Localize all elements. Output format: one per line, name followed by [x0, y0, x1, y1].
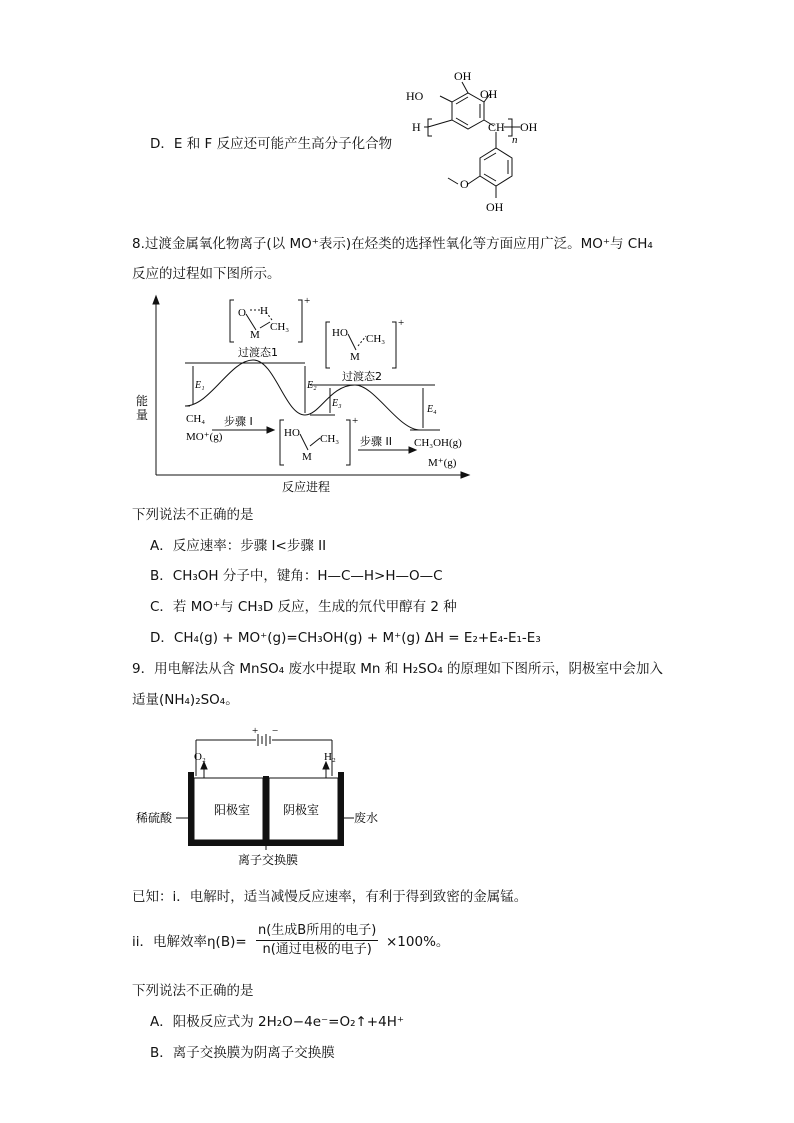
ts1-o: O [238, 307, 246, 319]
fraction-denominator: n(通过电极的电子) [262, 942, 372, 957]
q9-option-a: A．阳极反应式为 2H₂O−4e⁻=O₂↑+4H⁺ [150, 1014, 404, 1030]
q8-option-a: A．反应速率：步骤 I<步骤 II [150, 538, 327, 554]
polymer-ch: CH [488, 120, 505, 134]
cathode-room-label: 阴极室 [283, 803, 320, 817]
electrolysis-diagram [132, 722, 392, 870]
inter-m: M [302, 451, 312, 463]
e3-label: E₃ [332, 398, 342, 409]
energy-diagram [130, 290, 475, 495]
reactant-ch4: CH₄ [186, 413, 206, 425]
ts2-ch3: CH₃ [366, 333, 386, 345]
q9-fraction-suffix: ×100%。 [386, 934, 450, 950]
reactant-mo: MO⁺(g) [186, 431, 223, 443]
ts1-m: M [250, 329, 260, 341]
q9-known-2-prefix: ii．电解效率η(B)= [132, 934, 247, 950]
wastewater-label: 废水 [354, 811, 379, 825]
q8-option-c: C．若 MO⁺与 CH₃D 反应，生成的氘代甲醇有 2 种 [150, 599, 457, 615]
q8-option-b: B．CH₃OH 分子中，键角：H—C—H>H—O—C [150, 568, 443, 584]
x-axis-label: 反应进程 [282, 480, 331, 494]
y-axis-label: 能量 [136, 394, 149, 422]
polymer-h-end: H [412, 120, 421, 134]
fraction-numerator: n(生成B所用的电子) [258, 923, 377, 938]
product-ch3oh: CH₃OH(g) [414, 437, 462, 449]
e1-label: E₁ [195, 380, 205, 391]
ts1-h: H [260, 305, 268, 317]
step2-label: 步骤 II [360, 435, 392, 448]
ts2-ho: HO [332, 327, 348, 339]
minus-terminal: − [272, 725, 279, 737]
q8-stem-line2: 反应的过程如下图所示。 [132, 266, 281, 282]
efficiency-fraction [256, 922, 378, 959]
inter-charge: + [352, 415, 359, 427]
q9-stem-line2: 适量(NH₄)₂SO₄。 [132, 692, 239, 708]
polymer-oh-a: OH [454, 69, 472, 83]
inter-ho: HO [284, 427, 300, 439]
polymer-oh-bottom: OH [486, 200, 504, 214]
q9-option-b: B．离子交换膜为阴离子交换膜 [150, 1045, 335, 1061]
q7-option-d: D．E 和 F 反应还可能产生高分子化合物 [150, 136, 393, 152]
polymer-n: n [512, 134, 518, 146]
polymer-ho: HO [406, 89, 424, 103]
plus-terminal: + [252, 725, 259, 737]
ts2-m: M [350, 351, 360, 363]
anode-room-label: 阳极室 [214, 803, 251, 817]
step1-label: 步骤 I [224, 415, 253, 428]
inter-ch3: CH₃ [320, 433, 340, 445]
q8-stem-line1: 8.过渡金属氧化物离子(以 MO⁺表示)在烃类的选择性氧化等方面应用广泛。MO⁺与 CH₄ [132, 236, 653, 252]
h2-label: H₂ [324, 751, 336, 763]
ts1-label: 过渡态1 [238, 346, 278, 359]
ts2-label: 过渡态2 [342, 370, 382, 383]
e2-label: E₂ [307, 380, 317, 391]
polymer-methoxy-o: O [460, 177, 469, 191]
q9-stem-line1: 9．用电解法从含 MnSO₄ 废水中提取 Mn 和 H₂SO₄ 的原理如下图所示，阴极室中会加入 [132, 661, 664, 677]
ts1-ch3: CH₃ [270, 321, 290, 333]
e4-label: E₄ [427, 404, 437, 415]
q9-prompt: 下列说法不正确的是 [132, 983, 254, 999]
q9-known-1: 已知：i．电解时，适当减慢反应速率，有利于得到致密的金属锰。 [132, 889, 528, 905]
polymer-oh-end: OH [520, 120, 538, 134]
product-m: M⁺(g) [428, 457, 457, 469]
q8-option-d: D．CH₄(g) + MO⁺(g)=CH₃OH(g) + M⁺(g) ΔH = E₂+E₄-E₁-E₃ [150, 630, 541, 646]
ts1-charge: + [304, 295, 311, 307]
membrane-label: 离子交换膜 [238, 853, 299, 867]
dilute-sulfuric-label: 稀硫酸 [136, 811, 173, 825]
polymer-oh-b: OH [480, 87, 498, 101]
o2-label: O₂ [194, 751, 206, 763]
ts2-charge: + [398, 317, 405, 329]
polymer-structure [400, 66, 560, 216]
q8-prompt: 下列说法不正确的是 [132, 507, 254, 523]
